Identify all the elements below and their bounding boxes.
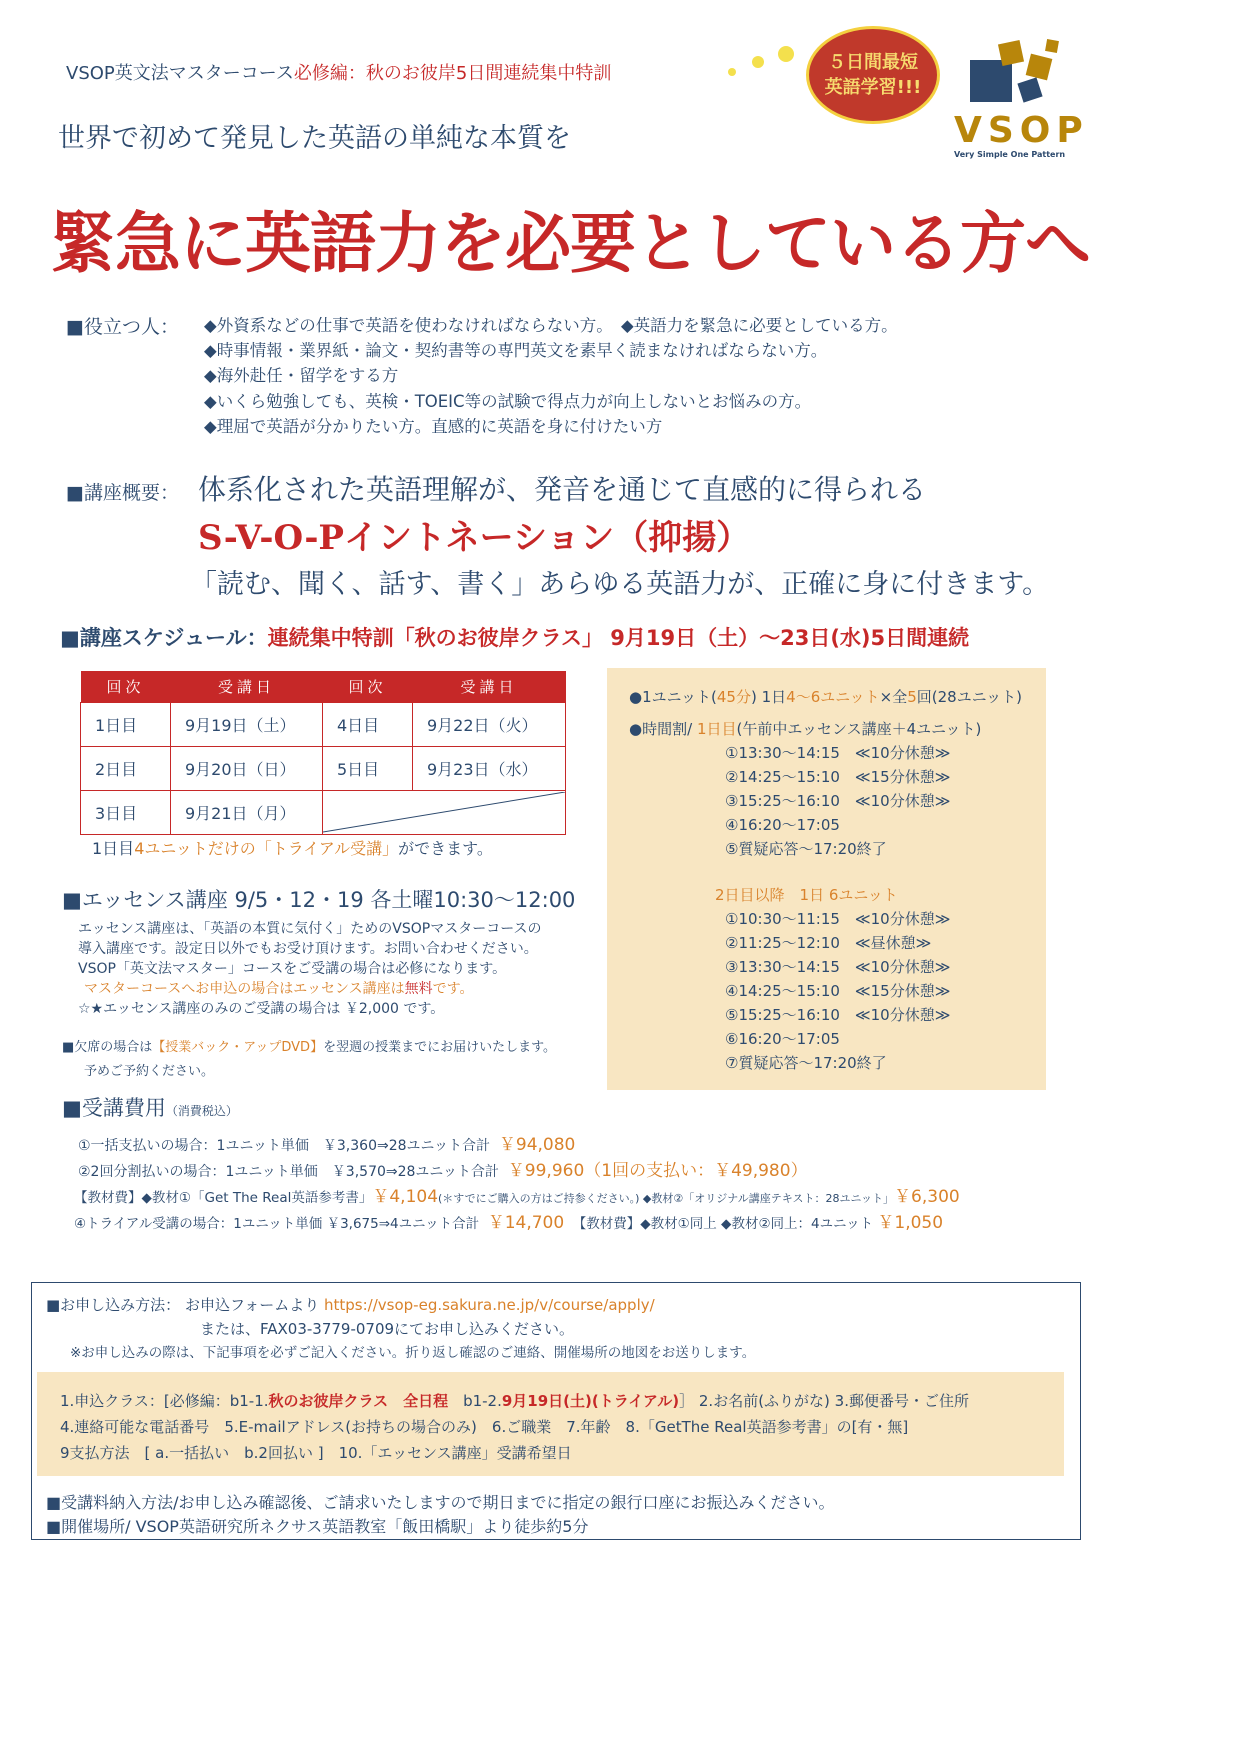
- essence-free-word: 無料: [404, 981, 433, 997]
- time-slot: ⑥16:20～17:05: [725, 1030, 840, 1048]
- essence-line: VSOP「英文法マスター」コースをご受講の場合は必修になります。: [78, 961, 507, 977]
- apply-field-line: 4.連絡可能な電話番号 5.E-mailアドレス(お持ちの場合のみ) 6.ご職業 7.年齢 8.「GetThe Real英語参考書」の[有・無]: [60, 1418, 909, 1436]
- schedule-label: ■講座スケジュール：: [60, 626, 268, 650]
- time-slot: ②14:25～15:10 ≪15分休憩≫: [725, 768, 951, 786]
- apply-field-text: b1-2.: [448, 1392, 502, 1410]
- time-slot: ②11:25～12:10 ≪昼休憩≫: [725, 934, 932, 952]
- apply-field-text: 1.申込クラス：[必修編：b1-1.: [60, 1392, 269, 1410]
- apply-url-link[interactable]: https://vsop-eg.sakura.ne.jp/v/course/apply/: [324, 1296, 655, 1314]
- essence-free-text: です。: [432, 981, 474, 997]
- unit-text: ×全: [879, 688, 908, 706]
- apply-class-full: 秋のお彼岸クラス 全日程: [268, 1392, 449, 1410]
- decor-dot: [752, 56, 764, 68]
- table-row: [81, 747, 566, 791]
- fee-amount: ￥4,104: [372, 1187, 439, 1207]
- cell: 9月21日（月）: [171, 791, 323, 835]
- cell: 3日目: [81, 791, 171, 835]
- overview-label: ■講座概要：: [66, 482, 179, 504]
- fee-text: ④トライアル受講の場合：1ユニット単価 ￥3,675⇒4ユニット合計: [74, 1216, 480, 1232]
- time-slot: ①13:30～14:15 ≪10分休憩≫: [725, 744, 951, 762]
- trial-emphasis: 4ユニットだけの「トライアル受講」: [134, 839, 399, 858]
- fees-title: ■受講費用: [62, 1096, 166, 1120]
- headline: 緊急に英語力を必要としている方へ: [50, 205, 1090, 282]
- overview-line-2: 「読む、聞く、話す、書く」あらゆる英語力が、正確に身に付きます。: [190, 569, 1050, 600]
- fee-line: [78, 1156, 808, 1181]
- audience-item: ◆時事情報・業界紙・論文・契約書等の専門英文を素早く読まなければならない方。: [204, 341, 828, 360]
- audience-item: ◆外資系などの仕事で英語を使わなければならない方。 ◆英語力を緊急に必要としている方。: [204, 316, 898, 335]
- unit-range: 4～6ユニット: [786, 688, 880, 706]
- course-title-prefix: VSOP英文法マスターコース: [66, 63, 294, 84]
- schedule-header-row: [81, 671, 566, 703]
- unit-minutes: 45分: [716, 688, 751, 706]
- table-row: [81, 791, 566, 835]
- audience-item: ◆海外赴任・留学をする方: [204, 366, 399, 385]
- time-slot: ④16:20～17:05: [725, 816, 840, 834]
- absent-note-2: 予めご予約ください。: [84, 1064, 215, 1079]
- time-slot: ③13:30～14:15 ≪10分休憩≫: [725, 958, 951, 976]
- col-header: 受講日: [171, 671, 323, 703]
- cell: 1日目: [81, 703, 171, 747]
- col-header: 回次: [323, 671, 413, 703]
- badge-line-1: ５日間最短: [828, 52, 918, 73]
- essence-free-line: [84, 978, 474, 998]
- audience-item: ◆いくら勉強しても、英検・TOEIC等の試験で得点力が向上しないとお悩みの方。: [204, 392, 812, 411]
- trial-suffix: ができます。: [398, 839, 493, 858]
- decor-dot: [778, 46, 794, 62]
- apply-method-line: [46, 1294, 655, 1315]
- decor-dot: [728, 68, 736, 76]
- time-slot: ④14:25～15:10 ≪15分休憩≫: [725, 982, 951, 1000]
- fee-text: 【教材費】◆教材①同上 ◆教材②同上：4ユニット: [572, 1216, 874, 1232]
- fees-heading: [62, 1092, 238, 1122]
- essence-free-text: マスターコースへお申込の場合はエッセンス講座は: [84, 981, 405, 997]
- timetable-label-line: [629, 718, 981, 739]
- cell: 9月23日（水）: [413, 747, 566, 791]
- fee-line: [78, 1130, 575, 1155]
- essence-heading: ■エッセンス講座 9/5・12・19 各土曜10:30～12:00: [62, 888, 576, 912]
- logo-tagline: Very Simple One Pattern: [954, 150, 1066, 159]
- audience-label: ■役立つ人：: [66, 316, 179, 338]
- apply-label: ■お申し込み方法：: [46, 1296, 181, 1314]
- schedule-heading: [60, 622, 969, 652]
- fee-text: ②2回分割払いの場合：1ユニット単価 ￥3,570⇒28ユニット合計: [78, 1164, 499, 1180]
- badge-circle: [806, 26, 940, 124]
- absent-dvd: 【授業バック・アップDVD】: [152, 1040, 324, 1055]
- unit-line: [629, 686, 1022, 707]
- day2-label: 2日目以降 1日 6ユニット: [715, 886, 898, 904]
- time-slot: ③15:25～16:10 ≪10分休憩≫: [725, 792, 951, 810]
- schedule-table: [80, 671, 566, 835]
- essence-line: エッセンス講座は、「英語の本質に気付く」ためのVSOPマスターコースの: [78, 921, 542, 937]
- apply-field-line: 9支払方法 [ a.一括払い b.2回払い ] 10.「エッセンス講座」受講希望日: [60, 1444, 572, 1462]
- time-slot: ⑤質疑応答～17:20終了: [725, 840, 887, 858]
- timetable-label: ●時間割/: [629, 720, 693, 738]
- trial-prefix: 1日目: [92, 839, 135, 858]
- empty-cell: [323, 791, 566, 835]
- venue: ■開催場所/ VSOP英語研究所ネクサス英語教室「飯田橋駅」より徒歩約5分: [46, 1517, 589, 1536]
- essence-line: ☆★エッセンス講座のみのご受講の場合は ￥2,000 です。: [78, 1001, 445, 1017]
- unit-count: 5: [907, 688, 917, 706]
- fees-tax-note: （消費税込）: [165, 1104, 238, 1118]
- fee-amount: ￥99,960（1回の支払い：￥49,980）: [507, 1161, 808, 1181]
- diagonal-line: [323, 792, 565, 833]
- table-row: [81, 703, 566, 747]
- apply-note: ※お申し込みの際は、下記事項を必ずご記入ください。折り返し確認のご連絡、開催場所の地図をお送りします。: [70, 1345, 756, 1361]
- time-slot: ⑦質疑応答～17:20終了: [725, 1054, 887, 1072]
- fee-line: [74, 1182, 960, 1207]
- unit-text: 回(28ユニット): [916, 688, 1022, 706]
- absent-suffix: を翌週の授業までにお届けいたします。: [323, 1040, 557, 1055]
- audience-item: ◆理屈で英語が分かりたい方。直感的に英語を身に付けたい方: [204, 417, 663, 436]
- timetable-panel: [607, 668, 1046, 1090]
- payment-method: ■受講料納入方法/お申し込み確認後、ご請求いたしますので期日までに指定の銀行口座にお振込みください。: [46, 1493, 835, 1512]
- cell: 9月20日（日）: [171, 747, 323, 791]
- badge-line-2: 英語学習!!!: [824, 77, 922, 98]
- course-title-emphasis: 必修編：秋のお彼岸5日間連続集中特訓: [293, 63, 612, 84]
- fee-text: (＊すでにご購入の方はご持参ください。) ◆教材②「オリジナル講座テキスト：28ユニット」: [438, 1192, 895, 1205]
- overview-line-1: 体系化された英語理解が、発音を通じて直感的に得られる: [198, 473, 927, 506]
- col-header: 回次: [81, 671, 171, 703]
- trial-note: [92, 836, 493, 859]
- fee-amount: ￥6,300: [894, 1187, 960, 1207]
- time-slot: ①10:30～11:15 ≪10分休憩≫: [725, 910, 951, 928]
- absent-prefix: ■欠席の場合は: [62, 1040, 153, 1055]
- apply-field-line: [60, 1390, 969, 1411]
- cell: 9月22日（火）: [413, 703, 566, 747]
- overview-title: S-V-O-Pイントネーション（抑揚）: [198, 518, 751, 558]
- apply-field-text: ］ 2.お名前(ふりがな) 3.郵便番号・ご住所: [679, 1392, 969, 1410]
- day1-desc: (午前中エッセンス講座＋4ユニット): [736, 720, 982, 738]
- schedule-text: 連続集中特訓「秋のお彼岸クラス」 9月19日（土）～23日(水)5日間連続: [267, 626, 970, 650]
- fee-amount: ￥94,080: [498, 1135, 576, 1155]
- apply-form-text: お申込フォームより: [184, 1296, 320, 1314]
- fee-text: 【教材費】◆教材①「Get The Real英語参考書」: [74, 1190, 373, 1206]
- logo-wordmark: VSOP: [954, 110, 1089, 151]
- cell: 9月19日（土）: [171, 703, 323, 747]
- cell: 4日目: [323, 703, 413, 747]
- col-header: 受講日: [413, 671, 566, 703]
- time-slot: ⑤15:25～16:10 ≪10分休憩≫: [725, 1006, 951, 1024]
- fee-amount: ￥1,050: [877, 1213, 944, 1233]
- cell: 2日目: [81, 747, 171, 791]
- cell: 5日目: [323, 747, 413, 791]
- apply-fax: または、FAX03-3779-0709にてお申し込みください。: [200, 1320, 575, 1338]
- essence-line: 導入講座です。設定日以外でもお受け頂けます。お問い合わせください。: [78, 941, 538, 957]
- unit-text: ) 1日: [750, 688, 787, 706]
- absent-note: [62, 1036, 556, 1055]
- course-title: [66, 59, 611, 85]
- unit-text: ●1ユニット(: [629, 688, 717, 706]
- fee-amount: ￥14,700: [487, 1213, 565, 1233]
- lead-line: 世界で初めて発見した英語の単純な本質を: [58, 123, 571, 154]
- apply-class-trial: 9月19日(土)(トライアル): [501, 1392, 680, 1410]
- day1-label: 1日目: [696, 720, 737, 738]
- fee-line: [74, 1208, 943, 1233]
- fee-text: ①一括支払いの場合：1ユニット単価 ￥3,360⇒28ユニット合計: [78, 1138, 490, 1154]
